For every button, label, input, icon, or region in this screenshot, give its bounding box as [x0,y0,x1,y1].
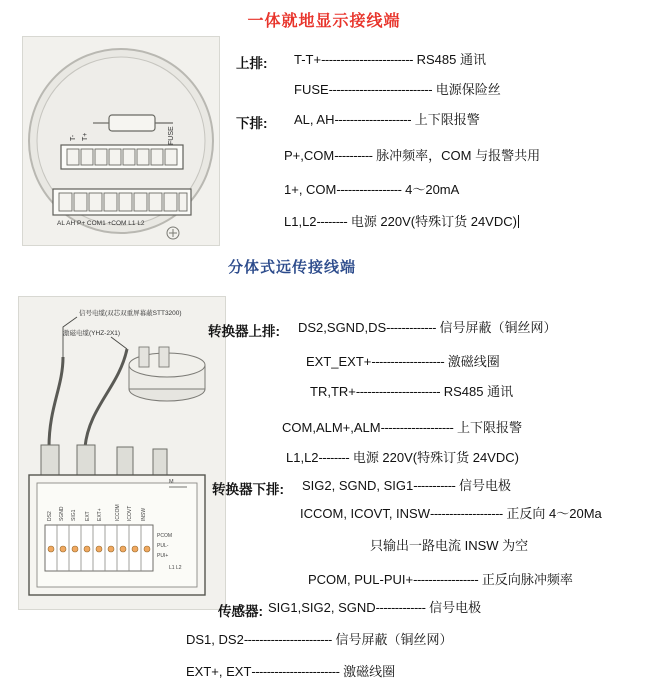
svg-text:L1 L2: L1 L2 [169,565,182,571]
top-row-0-value: RS485 通讯 [416,52,486,67]
svg-text:T+: T+ [82,132,89,141]
top-row-0-key: T-T+ [294,52,322,67]
label-lower-row: 下排: [236,116,268,131]
svg-text:激磁电缆(YHZ-2X1): 激磁电缆(YHZ-2X1) [63,330,121,337]
conv-up-row-3-dash: ------------------- [380,420,454,435]
sensor-row-0 [268,600,481,616]
page-title-top: 一体就地显示接线端 [247,13,401,30]
conv-up-row-2-dash: ---------------------- [355,384,441,399]
conv-low-row-3-value: 正反向脉冲频率 [481,572,573,587]
svg-text:T-: T- [70,134,77,141]
top-row-1 [294,82,501,98]
sensor-row-0-dash: ------------- [375,600,426,615]
svg-text:SIG1: SIG1 [71,509,77,521]
conv-low-row-1-key: ICCOM, ICOVT, INSW [300,506,430,521]
top-row-1-value: 电源保险丝 [435,82,501,97]
conv-low-row-0-dash: ----------- [413,478,456,493]
conv-up-row-4 [286,450,519,466]
conv-low-row-1-dash: ------------------- [430,506,503,521]
sensor-row-1-key: DS1, DS2 [186,632,244,647]
top-row-4-dash: ----------------- [336,182,402,197]
top-row-3 [284,148,540,164]
svg-text:INSW: INSW [141,507,147,521]
top-row-5-dash: -------- [316,214,348,229]
svg-text:PUI+: PUI+ [157,553,169,559]
remote-converter-photo [18,296,226,610]
top-row-4-key: 1+, COM [284,182,337,197]
conv-low-row-1 [300,506,602,522]
svg-text:信号电缆(双芯双重屏幕蔽STT3200): 信号电缆(双芯双重屏幕蔽STT3200) [79,310,182,317]
conv-up-row-2-value: RS485 通讯 [443,384,514,399]
conv-low-row-1-value: 正反向 4～20Ma [506,506,602,521]
svg-text:PUL-: PUL- [157,543,169,549]
conv-up-row-2-key: TR,TR+ [310,384,356,399]
conv-low-row-0-value: 信号电极 [459,478,512,493]
sensor-row-1-value: 信号屏蔽（铜丝网） [335,632,453,647]
top-row-5-key: L1,L2 [284,214,317,229]
conv-low-row-0-key: SIG2, SGND, SIG1 [302,478,414,493]
sensor-row-2-value: 激磁线圈 [343,664,396,679]
top-row-5 [284,214,519,230]
conv-low-row-2-value: 只输出一路电流 INSW 为空 [370,538,529,553]
svg-text:M: M [169,479,174,485]
conv-up-row-1-value: 激磁线圈 [447,354,500,369]
conv-up-row-4-dash: -------- [318,450,350,465]
conv-low-row-3 [308,572,573,588]
top-row-2 [294,112,480,128]
top-row-2-value: 上下限报警 [414,112,480,127]
top-row-3-dash: ---------- [334,148,373,163]
conv-up-row-1-dash: ------------------- [371,354,445,369]
label-converter-lower: 转换器下排: [212,482,284,497]
top-row-2-key: AL, AH [294,112,335,127]
conv-up-row-1 [306,354,500,370]
top-row-4-value: 4～20mA [405,182,460,197]
top-row-3-key: P+,COM [284,148,335,163]
page-title-middle: 分体式远传接线端 [228,259,357,276]
conv-up-row-4-key: L1,L2 [286,450,319,465]
svg-text:DS2: DS2 [47,511,53,521]
label-upper-row: 上排: [236,56,268,71]
label-converter-upper: 转换器上排: [208,324,280,339]
conv-up-row-3-value: 上下限报警 [457,420,523,435]
svg-text:FUSE: FUSE [168,126,175,145]
sensor-row-0-value: 信号电极 [429,600,482,615]
conv-up-row-3-key: COM,ALM+,ALM [282,420,381,435]
top-row-1-key: FUSE [294,82,329,97]
conv-low-row-2 [370,538,528,554]
conv-up-row-3 [282,420,522,436]
svg-text:EXT: EXT [85,511,91,521]
sensor-row-2-key: EXT+, EXT [186,664,252,679]
svg-text:ICOVT: ICOVT [127,505,133,521]
sensor-row-1-dash: ----------------------- [243,632,332,647]
integrated-terminal-photo [22,36,220,246]
conv-up-row-0 [298,320,557,336]
top-row-5-value: 电源 220V(特殊订货 24VDC) [350,214,517,229]
top-row-1-dash: --------------------------- [328,82,433,97]
svg-text:SGND: SGND [59,506,65,521]
top-row-0-dash: ------------------------ [321,52,413,67]
sensor-row-2 [186,664,395,680]
top-row-4 [284,182,459,198]
top-row-0 [294,52,486,68]
conv-low-row-0 [302,478,511,494]
svg-text:PCOM: PCOM [157,533,172,539]
conv-up-row-1-key: EXT_EXT+ [306,354,372,369]
conv-up-row-0-dash: ------------- [386,320,436,335]
label-sensor: 传感器: [218,604,263,619]
conv-up-row-2 [310,384,513,400]
text-caret [518,215,519,228]
sensor-row-1 [186,632,453,648]
sensor-row-0-key: SIG1,SIG2, SGND [268,600,376,615]
svg-text:ICCOM: ICCOM [115,504,121,521]
svg-text:EXT+: EXT+ [97,508,103,521]
sensor-row-2-dash: ----------------------- [251,664,340,679]
integrated-terminal-drawing [23,37,219,245]
conv-up-row-0-value: 信号屏蔽（铜丝网） [439,320,557,335]
svg-text:AL AH P+ COM1 +COM L1 L2: AL AH P+ COM1 +COM L1 L2 [57,220,145,227]
remote-converter-drawing [19,297,225,609]
conv-up-row-0-key: DS2,SGND,DS [298,320,387,335]
conv-low-row-3-dash: ----------------- [413,572,479,587]
top-row-3-value: 脉冲频率，COM 与报警共用 [376,148,541,163]
conv-low-row-3-key: PCOM, PUL-PUI+ [308,572,414,587]
top-row-2-dash: -------------------- [334,112,412,127]
conv-up-row-4-value: 电源 220V(特殊订货 24VDC) [352,450,519,465]
